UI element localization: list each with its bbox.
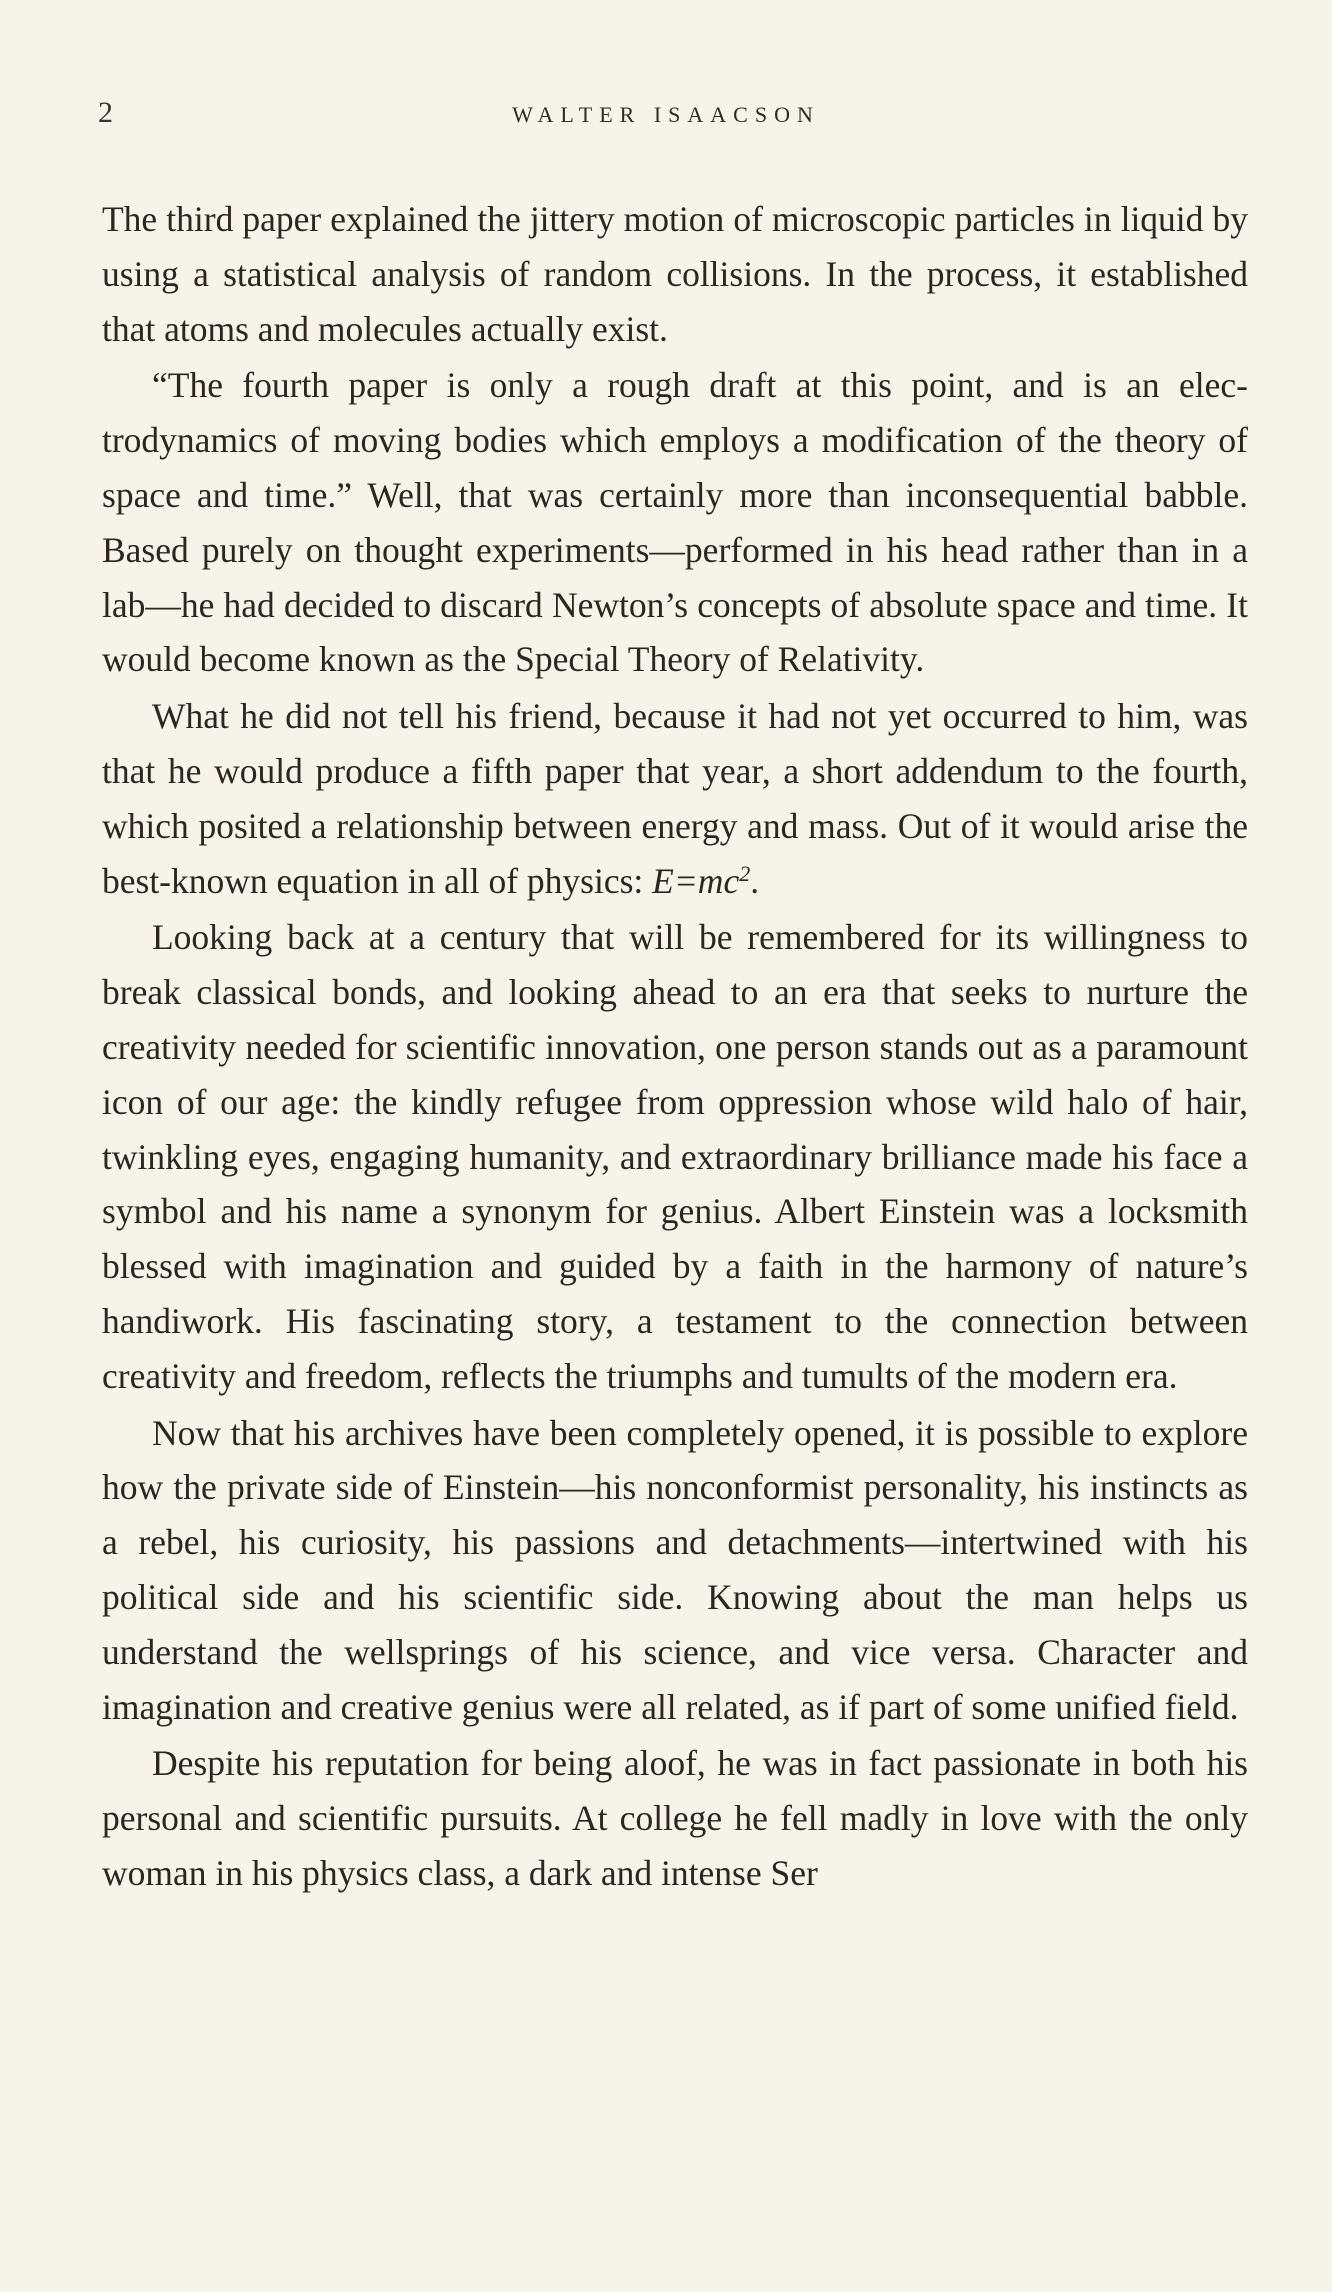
paragraph-fifth-paper — [102, 689, 1248, 908]
equation — [652, 861, 750, 901]
paragraph-fifth-paper-text: What he did not tell his friend, because it had not yet occurred to him, was that he would produce a fifth paper that year, a short addendum to the fourth, which posited a relationship between energy and mass. Out of it would arise the best-known equation in all of physics: — [102, 696, 1248, 901]
running-head: WALTER ISAACSON — [512, 102, 820, 127]
body-text — [102, 192, 1248, 1903]
equation-base: E=mc — [652, 860, 740, 901]
equation-period: . — [750, 860, 760, 901]
paragraph-fourth-paper: “The fourth paper is only a rough draft at this point, and is an electrodynamics of moving bodies which employs a modification of the theory of space and time.” Well, that was certainly more than inconsequential babble. Based purely on thought experiments—performed in his head rather than in a lab—he had decided to discard Newton’s concepts of absolute space and time. It would become known as the Special Theory of Relativity. — [102, 365, 1248, 680]
paragraph-looking-back: Looking back at a century that will be remembered for its willingness to break classical bonds, and looking ahead to an era that seeks to nurture the creativity needed for scientific innovation, one person stands out as a paramount icon of our age: the kindly refugee from oppression whose wild halo of hair, twinkling eyes, engaging humanity, and extraordinary brilliance made his face a symbol and his name a synonym for genius. Albert Einstein was a locksmith blessed with imagination and guided by a faith in the harmony of nature’s handiwork. His fascinating story, a testament to the connection between creativity and freedom, reflects the triumphs and tumults of the modern era. — [102, 917, 1248, 1396]
equation-exponent: 2 — [739, 860, 751, 886]
paragraph-archives: Now that his archives have been completely opened, it is possible to explore how the private side of Einstein—his nonconformist personality, his instincts as a rebel, his curiosity, his passions and detachments—intertwined with his political side and his scientific side. Knowing about the man helps us understand the wellsprings of his science, and vice versa. Character and imagination and creative genius were all related, as if part of some unified field. — [102, 1412, 1248, 1727]
paragraph-third-paper: The third paper explained the jittery motion of microscopic particles in liquid by using a statistical analysis of random collisions. In the process, it established that atoms and molecules actually exist. — [102, 199, 1248, 349]
page-number: 2 — [98, 96, 113, 129]
paragraph-aloof: Despite his reputation for being aloof, he was in fact passionate in both his personal and scientific pursuits. At college he fell madly in love with the only woman in his physics class, a dark and intense Ser — [102, 1743, 1248, 1893]
